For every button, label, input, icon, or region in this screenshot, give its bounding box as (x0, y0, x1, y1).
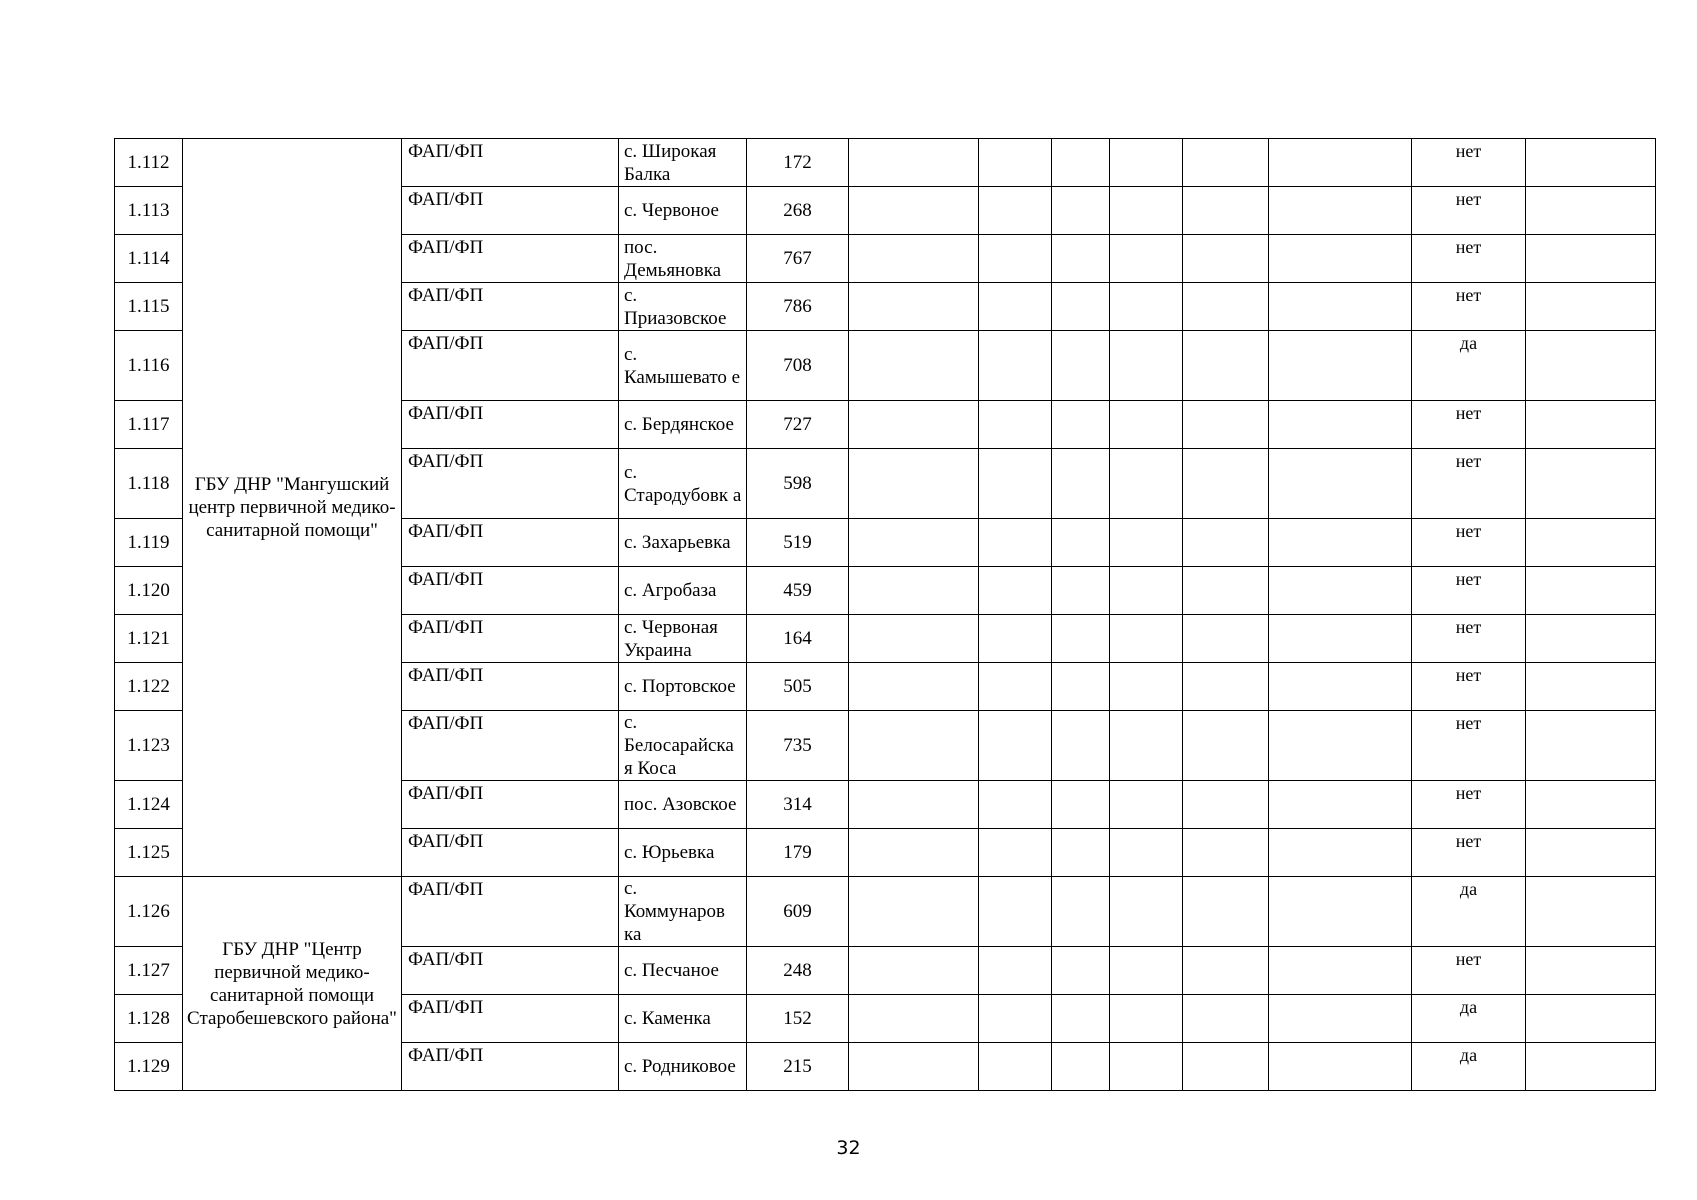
empty-cell (1183, 567, 1269, 615)
row-number: 1.112 (115, 139, 183, 187)
yes-no-flag: нет (1412, 449, 1526, 519)
empty-cell (1269, 615, 1412, 663)
empty-cell (849, 139, 979, 187)
yes-no-flag: нет (1412, 401, 1526, 449)
settlement: пос. Азовское (619, 781, 747, 829)
empty-cell (1183, 235, 1269, 283)
empty-cell (1269, 567, 1412, 615)
settlement: с. Приазовское (619, 283, 747, 331)
settlement: с. Каменка (619, 995, 747, 1043)
row-number: 1.126 (115, 877, 183, 947)
empty-cell (979, 781, 1052, 829)
empty-cell (979, 947, 1052, 995)
empty-cell (1110, 235, 1183, 283)
empty-cell (1110, 139, 1183, 187)
empty-cell (1526, 401, 1656, 449)
facility-type: ФАП/ФП (402, 995, 619, 1043)
settlement: с. Захарьевка (619, 519, 747, 567)
facility-type: ФАП/ФП (402, 139, 619, 187)
empty-cell (1183, 995, 1269, 1043)
row-number: 1.115 (115, 283, 183, 331)
empty-cell (1269, 947, 1412, 995)
empty-cell (1183, 711, 1269, 781)
facility-type: ФАП/ФП (402, 331, 619, 401)
yes-no-flag: нет (1412, 567, 1526, 615)
empty-cell (849, 187, 979, 235)
empty-cell (1183, 401, 1269, 449)
empty-cell (849, 449, 979, 519)
population: 164 (747, 615, 849, 663)
empty-cell (1052, 283, 1110, 331)
organization-name: ГБУ ДНР "Мангушский центр первичной медико-санитарной помощи" (183, 139, 402, 877)
settlement: с. Стародубовк а (619, 449, 747, 519)
empty-cell (1110, 331, 1183, 401)
empty-cell (1110, 877, 1183, 947)
empty-cell (1110, 283, 1183, 331)
empty-cell (1110, 519, 1183, 567)
empty-cell (1183, 1043, 1269, 1091)
empty-cell (979, 995, 1052, 1043)
empty-cell (1183, 877, 1269, 947)
yes-no-flag: да (1412, 331, 1526, 401)
empty-cell (1269, 139, 1412, 187)
row-number: 1.114 (115, 235, 183, 283)
population: 215 (747, 1043, 849, 1091)
settlement: с. Камышевато е (619, 331, 747, 401)
row-number: 1.124 (115, 781, 183, 829)
empty-cell (1052, 449, 1110, 519)
page-number: 32 (836, 1137, 861, 1159)
empty-cell (1526, 139, 1656, 187)
settlement: с. Червоное (619, 187, 747, 235)
facility-type: ФАП/ФП (402, 947, 619, 995)
population: 268 (747, 187, 849, 235)
empty-cell (1052, 781, 1110, 829)
row-number: 1.113 (115, 187, 183, 235)
facility-type: ФАП/ФП (402, 1043, 619, 1091)
empty-cell (1110, 187, 1183, 235)
table-row (115, 877, 1656, 947)
empty-cell (979, 401, 1052, 449)
population: 505 (747, 663, 849, 711)
population: 248 (747, 947, 849, 995)
empty-cell (979, 567, 1052, 615)
population: 767 (747, 235, 849, 283)
row-number: 1.119 (115, 519, 183, 567)
empty-cell (849, 663, 979, 711)
empty-cell (1110, 711, 1183, 781)
population: 786 (747, 283, 849, 331)
empty-cell (1110, 615, 1183, 663)
empty-cell (1526, 331, 1656, 401)
row-number: 1.125 (115, 829, 183, 877)
facility-type: ФАП/ФП (402, 187, 619, 235)
population: 519 (747, 519, 849, 567)
empty-cell (1526, 283, 1656, 331)
yes-no-flag: нет (1412, 829, 1526, 877)
row-number: 1.122 (115, 663, 183, 711)
empty-cell (1269, 235, 1412, 283)
settlement: пос. Демьяновка (619, 235, 747, 283)
empty-cell (1269, 663, 1412, 711)
settlement: с. Портовское (619, 663, 747, 711)
yes-no-flag: да (1412, 995, 1526, 1043)
empty-cell (1526, 449, 1656, 519)
empty-cell (1526, 519, 1656, 567)
facility-type: ФАП/ФП (402, 401, 619, 449)
yes-no-flag: нет (1412, 615, 1526, 663)
empty-cell (1183, 947, 1269, 995)
facility-type: ФАП/ФП (402, 449, 619, 519)
empty-cell (1269, 781, 1412, 829)
empty-cell (979, 187, 1052, 235)
empty-cell (1526, 829, 1656, 877)
empty-cell (1052, 331, 1110, 401)
empty-cell (849, 711, 979, 781)
empty-cell (979, 235, 1052, 283)
empty-cell (1526, 947, 1656, 995)
population: 598 (747, 449, 849, 519)
empty-cell (1269, 519, 1412, 567)
empty-cell (1269, 331, 1412, 401)
empty-cell (1052, 877, 1110, 947)
empty-cell (979, 139, 1052, 187)
empty-cell (1269, 283, 1412, 331)
empty-cell (1110, 781, 1183, 829)
empty-cell (1052, 995, 1110, 1043)
population: 727 (747, 401, 849, 449)
empty-cell (849, 235, 979, 283)
empty-cell (1110, 995, 1183, 1043)
empty-cell (1526, 781, 1656, 829)
yes-no-flag: да (1412, 1043, 1526, 1091)
empty-cell (979, 615, 1052, 663)
population: 152 (747, 995, 849, 1043)
empty-cell (1526, 995, 1656, 1043)
yes-no-flag: нет (1412, 663, 1526, 711)
facility-type: ФАП/ФП (402, 567, 619, 615)
empty-cell (1269, 829, 1412, 877)
facility-type: ФАП/ФП (402, 781, 619, 829)
facility-type: ФАП/ФП (402, 877, 619, 947)
facility-type: ФАП/ФП (402, 235, 619, 283)
settlement: с. Юрьевка (619, 829, 747, 877)
empty-cell (1526, 711, 1656, 781)
empty-cell (1526, 877, 1656, 947)
settlement: с. Белосарайска я Коса (619, 711, 747, 781)
empty-cell (1183, 283, 1269, 331)
empty-cell (1269, 401, 1412, 449)
empty-cell (1052, 567, 1110, 615)
yes-no-flag: нет (1412, 139, 1526, 187)
empty-cell (1183, 187, 1269, 235)
empty-cell (979, 283, 1052, 331)
yes-no-flag: нет (1412, 235, 1526, 283)
facilities-table (114, 138, 1656, 1091)
empty-cell (1052, 519, 1110, 567)
empty-cell (1183, 781, 1269, 829)
yes-no-flag: нет (1412, 519, 1526, 567)
population: 179 (747, 829, 849, 877)
population: 314 (747, 781, 849, 829)
empty-cell (1183, 519, 1269, 567)
settlement: с. Родниковое (619, 1043, 747, 1091)
empty-cell (979, 449, 1052, 519)
empty-cell (1183, 663, 1269, 711)
empty-cell (849, 947, 979, 995)
empty-cell (979, 877, 1052, 947)
settlement: с. Агробаза (619, 567, 747, 615)
empty-cell (1526, 663, 1656, 711)
empty-cell (1110, 829, 1183, 877)
empty-cell (979, 519, 1052, 567)
organization-name: ГБУ ДНР "Центр первичной медико-санитарной помощи Старобешевского района" (183, 877, 402, 1091)
settlement: с. Коммунаров ка (619, 877, 747, 947)
empty-cell (1052, 1043, 1110, 1091)
empty-cell (979, 331, 1052, 401)
empty-cell (1269, 449, 1412, 519)
row-number: 1.127 (115, 947, 183, 995)
empty-cell (1052, 711, 1110, 781)
settlement: с. Бердянское (619, 401, 747, 449)
empty-cell (849, 401, 979, 449)
row-number: 1.117 (115, 401, 183, 449)
row-number: 1.129 (115, 1043, 183, 1091)
yes-no-flag: нет (1412, 711, 1526, 781)
empty-cell (1526, 187, 1656, 235)
empty-cell (849, 519, 979, 567)
population: 172 (747, 139, 849, 187)
empty-cell (849, 829, 979, 877)
empty-cell (1269, 995, 1412, 1043)
empty-cell (1110, 401, 1183, 449)
empty-cell (849, 781, 979, 829)
row-number: 1.123 (115, 711, 183, 781)
facility-type: ФАП/ФП (402, 615, 619, 663)
empty-cell (1052, 401, 1110, 449)
population: 459 (747, 567, 849, 615)
empty-cell (1269, 711, 1412, 781)
facility-type: ФАП/ФП (402, 829, 619, 877)
empty-cell (1526, 1043, 1656, 1091)
population: 609 (747, 877, 849, 947)
empty-cell (1183, 615, 1269, 663)
empty-cell (1052, 187, 1110, 235)
empty-cell (849, 877, 979, 947)
empty-cell (1110, 663, 1183, 711)
empty-cell (1269, 187, 1412, 235)
empty-cell (1110, 947, 1183, 995)
row-number: 1.120 (115, 567, 183, 615)
yes-no-flag: нет (1412, 283, 1526, 331)
settlement: с. Широкая Балка (619, 139, 747, 187)
empty-cell (1110, 567, 1183, 615)
empty-cell (1269, 1043, 1412, 1091)
empty-cell (979, 1043, 1052, 1091)
row-number: 1.121 (115, 615, 183, 663)
empty-cell (849, 331, 979, 401)
empty-cell (1052, 829, 1110, 877)
facility-type: ФАП/ФП (402, 663, 619, 711)
empty-cell (1183, 139, 1269, 187)
empty-cell (849, 567, 979, 615)
row-number: 1.128 (115, 995, 183, 1043)
empty-cell (849, 1043, 979, 1091)
empty-cell (1052, 139, 1110, 187)
empty-cell (849, 283, 979, 331)
facility-type: ФАП/ФП (402, 711, 619, 781)
empty-cell (1526, 567, 1656, 615)
empty-cell (979, 663, 1052, 711)
yes-no-flag: нет (1412, 187, 1526, 235)
yes-no-flag: нет (1412, 781, 1526, 829)
yes-no-flag: нет (1412, 947, 1526, 995)
empty-cell (1052, 235, 1110, 283)
empty-cell (1052, 947, 1110, 995)
empty-cell (1526, 615, 1656, 663)
empty-cell (1269, 877, 1412, 947)
empty-cell (1183, 449, 1269, 519)
empty-cell (1052, 615, 1110, 663)
empty-cell (979, 711, 1052, 781)
settlement: с. Песчаное (619, 947, 747, 995)
yes-no-flag: да (1412, 877, 1526, 947)
settlement: с. Червоная Украина (619, 615, 747, 663)
row-number: 1.116 (115, 331, 183, 401)
facility-type: ФАП/ФП (402, 519, 619, 567)
empty-cell (1110, 1043, 1183, 1091)
facility-type: ФАП/ФП (402, 283, 619, 331)
empty-cell (1526, 235, 1656, 283)
empty-cell (1183, 331, 1269, 401)
table-row (115, 139, 1656, 187)
empty-cell (849, 995, 979, 1043)
population: 708 (747, 331, 849, 401)
empty-cell (1052, 663, 1110, 711)
population: 735 (747, 711, 849, 781)
empty-cell (1110, 449, 1183, 519)
row-number: 1.118 (115, 449, 183, 519)
empty-cell (979, 829, 1052, 877)
empty-cell (849, 615, 979, 663)
empty-cell (1183, 829, 1269, 877)
